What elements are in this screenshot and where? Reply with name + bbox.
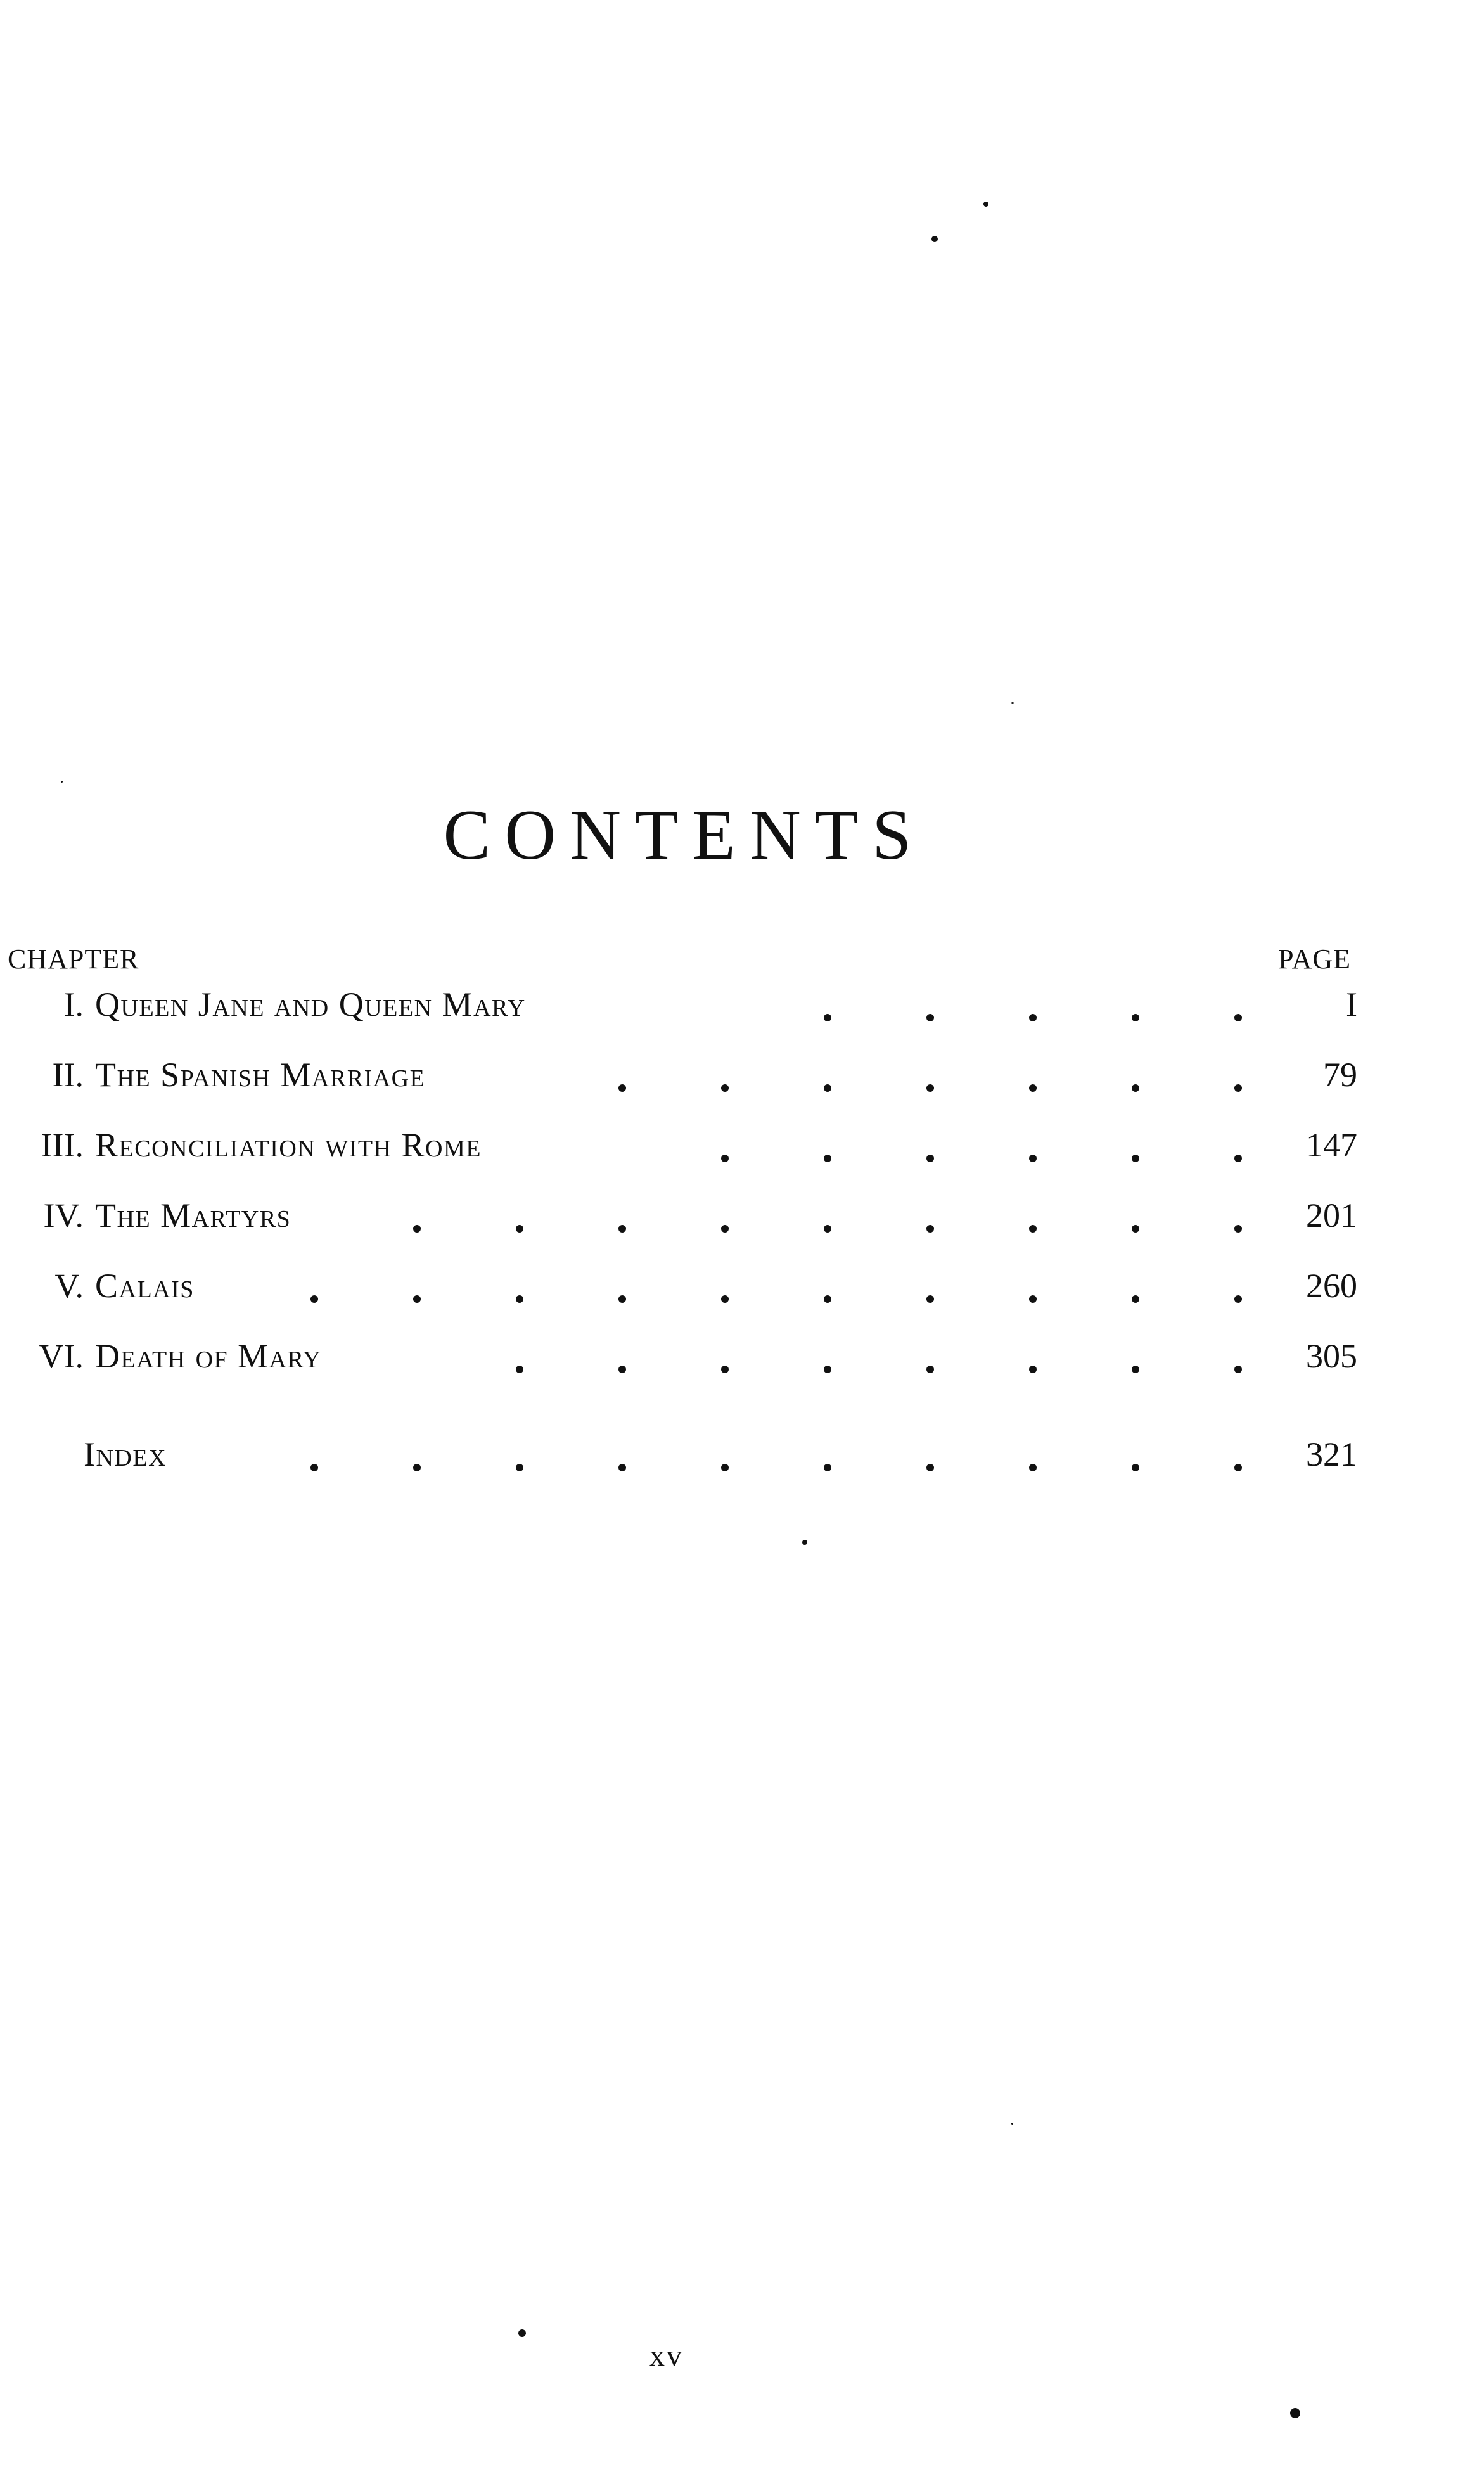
leader-dot	[618, 1295, 626, 1303]
leader-dot	[413, 1464, 421, 1471]
chapter-title: The Spanish Marriage	[95, 1056, 426, 1094]
chapter-title: Queen Jane and Queen Mary	[95, 985, 526, 1023]
leader-dot	[1029, 1464, 1037, 1471]
leader-dot	[1234, 1155, 1242, 1162]
leader-dot	[1132, 1295, 1139, 1303]
leader-dot	[926, 1014, 934, 1021]
toc-entry	[0, 1046, 1357, 1117]
leader-dot	[1132, 1464, 1139, 1471]
leader-dot	[1029, 1366, 1037, 1373]
chapter-numeral: I.	[63, 985, 84, 1023]
print-speck	[1011, 2123, 1013, 2125]
leader-dot	[413, 1225, 421, 1233]
page-number: I	[1346, 985, 1357, 1023]
leader-dot	[516, 1295, 523, 1303]
leader-dot	[516, 1366, 523, 1373]
leader-dot	[824, 1084, 831, 1092]
leader-dot	[516, 1464, 523, 1471]
leader-dot	[618, 1366, 626, 1373]
leader-dot	[824, 1225, 831, 1233]
leader-dot	[1029, 1014, 1037, 1021]
leader-dot	[824, 1366, 831, 1373]
leader-dot	[1234, 1084, 1242, 1092]
leader-dot	[1234, 1014, 1242, 1021]
toc-entry	[0, 1117, 1357, 1187]
leader-dot	[1029, 1225, 1037, 1233]
leader-dot	[516, 1225, 523, 1233]
leader-dot	[824, 1295, 831, 1303]
leader-dot	[1234, 1366, 1242, 1373]
leader-dot	[1234, 1295, 1242, 1303]
leader-dot	[721, 1366, 729, 1373]
toc-entry	[0, 976, 1357, 1046]
leader-dot	[926, 1155, 934, 1162]
leader-dot	[926, 1225, 934, 1233]
print-speck	[518, 2329, 526, 2337]
leader-dot	[721, 1084, 729, 1092]
leader-dot	[721, 1295, 729, 1303]
leader-dot	[926, 1084, 934, 1092]
chapter-numeral: IV.	[43, 1196, 84, 1234]
leader-dot	[926, 1366, 934, 1373]
leader-dot	[1132, 1225, 1139, 1233]
print-speck	[983, 202, 988, 207]
leader-dot	[1132, 1155, 1139, 1162]
chapter-numeral: V.	[54, 1267, 84, 1305]
print-speck	[802, 1540, 807, 1545]
leader-dot	[926, 1295, 934, 1303]
chapter-column-header: CHAPTER	[8, 944, 139, 975]
leader-dot	[413, 1295, 421, 1303]
leader-dot	[1234, 1225, 1242, 1233]
leader-dot	[1029, 1155, 1037, 1162]
leader-dot	[721, 1225, 729, 1233]
leader-dot	[1132, 1014, 1139, 1021]
page-number: 260	[1306, 1267, 1357, 1305]
leader-dot	[310, 1295, 318, 1303]
page-number: 147	[1306, 1126, 1357, 1164]
print-speck	[61, 781, 63, 783]
contents-heading: CONTENTS	[443, 796, 926, 874]
leader-dot	[618, 1464, 626, 1471]
page-number: 201	[1306, 1196, 1357, 1234]
leader-dot	[824, 1464, 831, 1471]
leader-dot	[1029, 1084, 1037, 1092]
print-speck	[1011, 702, 1014, 704]
toc-entry	[0, 1328, 1357, 1398]
leader-dot	[1132, 1366, 1139, 1373]
leader-dot	[1029, 1295, 1037, 1303]
chapter-title: The Martyrs	[95, 1196, 291, 1234]
leader-dot	[618, 1225, 626, 1233]
table-of-contents	[0, 976, 1357, 1496]
leader-dot	[310, 1464, 318, 1471]
leader-dot	[824, 1155, 831, 1162]
page-folio: xv	[649, 2339, 684, 2373]
print-speck	[1290, 2408, 1300, 2418]
chapter-title: Death of Mary	[95, 1337, 322, 1375]
chapter-numeral: II.	[52, 1056, 84, 1094]
leader-dot	[926, 1464, 934, 1471]
leader-dot	[618, 1084, 626, 1092]
chapter-numeral: VI.	[39, 1337, 84, 1375]
chapter-title: Reconciliation with Rome	[95, 1126, 482, 1164]
chapter-numeral: III.	[41, 1126, 84, 1164]
toc-entry	[0, 1257, 1357, 1328]
print-speck	[931, 236, 938, 242]
leader-dot	[1234, 1464, 1242, 1471]
leader-dot	[1132, 1084, 1139, 1092]
leader-dot	[824, 1014, 831, 1021]
chapter-title: Calais	[95, 1267, 195, 1305]
index-title: Index	[84, 1435, 167, 1473]
leader-dot	[721, 1464, 729, 1471]
page-number: 305	[1306, 1337, 1357, 1375]
page-number: 321	[1306, 1435, 1357, 1473]
page-number: 79	[1323, 1056, 1357, 1094]
leader-dot	[721, 1155, 729, 1162]
toc-entry-index	[0, 1426, 1357, 1496]
toc-entry	[0, 1187, 1357, 1257]
page-column-header: PAGE	[1278, 944, 1351, 975]
